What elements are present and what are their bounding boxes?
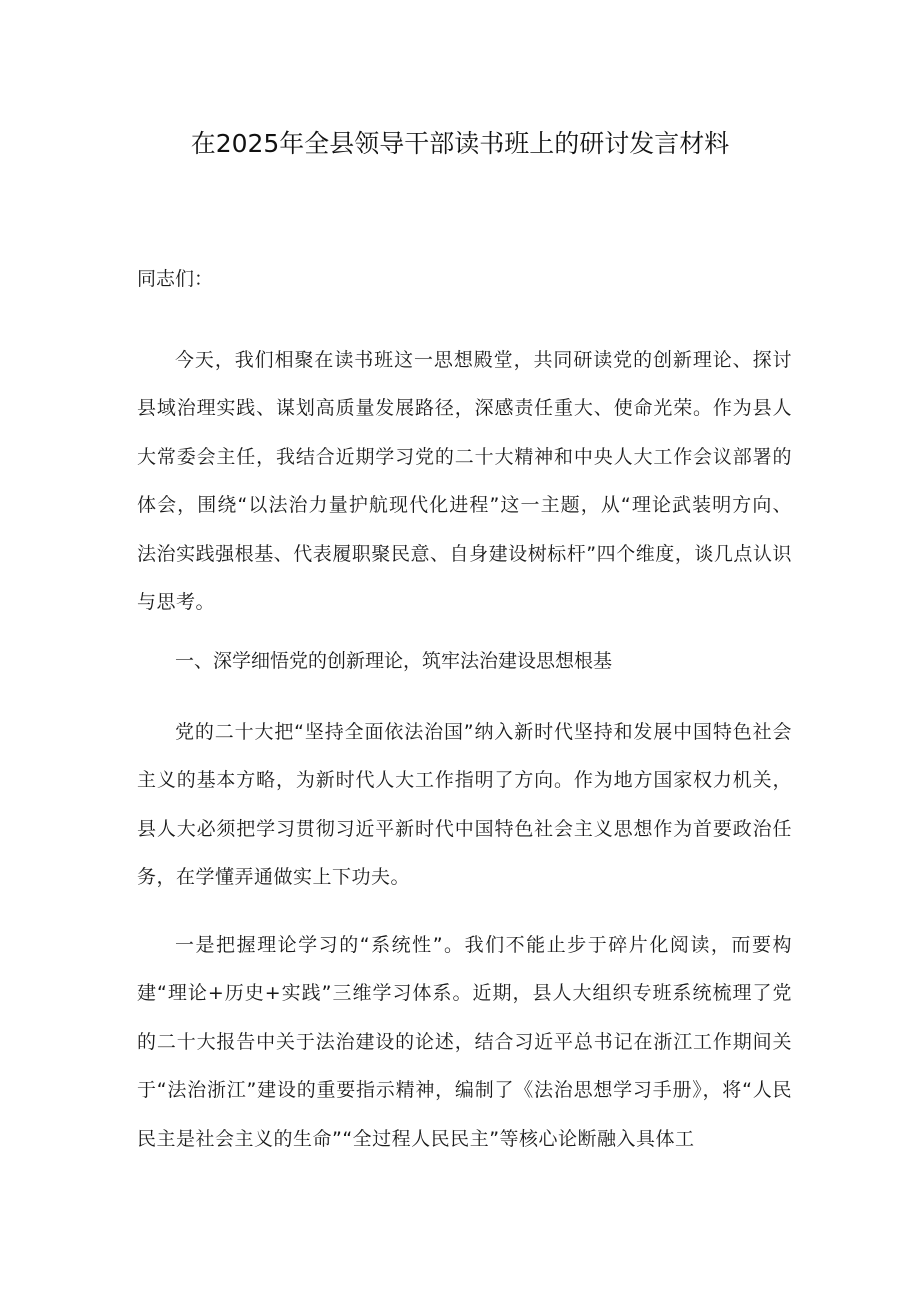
section-heading-1: 一、深学细悟党的创新理论，筑牢法治建设思想根基	[175, 650, 613, 672]
document-title: 在2025年全县领导干部读书班上的研讨发言材料	[190, 129, 730, 158]
section-1-paragraph: 党的二十大把“坚持全面依法治国”纳入新时代坚持和发展中国特色社会主义的基本方略，为新时代人大工作指明了方向。作为地方国家权力机关，县人大必须把学习贯彻习近平新时代中国特色社会主义思想作为首要政治任务，在学懂弄通做实上下功夫。	[137, 721, 792, 889]
salutation: 同志们：	[137, 268, 214, 290]
section-1-point-1-paragraph: 一是把握理论学习的“系统性”。我们不能止步于碎片化阅读，而要构建“理论+历史+实践”三维学习体系。近期，县人大组织专班系统梳理了党的二十大报告中关于法治建设的论述，结合习近平总书记在浙江工作期间关于“法治浙江”建设的重要指示精神，编制了《法治思想学习手册》，将“人民民主是社会主义的生命”“全过程人民民主”等核心论断融入具体工	[137, 934, 792, 1150]
intro-paragraph: 今天，我们相聚在读书班这一思想殿堂，共同研读党的创新理论、探讨县域治理实践、谋划高质量发展路径，深感责任重大、使命光荣。作为县人大常委会主任，我结合近期学习党的二十大精神和中央人大工作会议部署的体会，围绕“以法治力量护航现代化进程”这一主题，从“理论武装明方向、法治实践强根基、代表履职聚民意、自身建设树标杆”四个维度，谈几点认识与思考。	[137, 349, 792, 614]
